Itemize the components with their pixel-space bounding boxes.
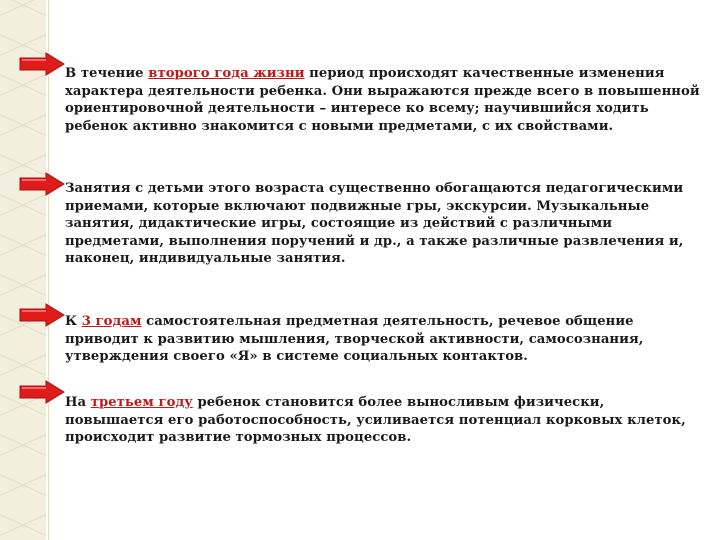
paragraph-2-text: Занятия с детьми этого возраста существенно обогащаются педагогическими приемами, которые включают подвижные гры, экскурсии. Музыкальные занятия, дидактические игры, состоящие из действий с различными предметами, выполнения поручений и др., а также различные развлечения и, наконец, индивидуальные занятия. xyxy=(65,181,684,267)
red-arrow-icon xyxy=(18,380,66,404)
paragraph-3-highlight: 3 годам xyxy=(81,314,142,329)
paragraph-1-text-end: период происходят качественные изменения характера деятельности ребенка. Они выражаются прежде всего в повышенной ориентировочной деятельности – интересе ко всему; научившийся ходить ребенок активно знакомится с новыми предметами, с их свойствами. xyxy=(65,66,700,134)
red-arrow-icon xyxy=(18,303,66,327)
red-arrow-icon xyxy=(18,52,66,76)
paragraph-4 xyxy=(65,394,705,447)
paragraph-1 xyxy=(65,65,705,135)
paragraph-4-text-start: На xyxy=(65,395,91,410)
paragraph-3-text-end: самостоятельная предметная деятельность, речевое общение приводит к развитию мышления, творческой активности, самосознания, утверждения своего «Я» в системе социальных контактов. xyxy=(65,314,644,365)
paragraph-3-text-start: К xyxy=(65,314,82,329)
paragraph-3 xyxy=(65,313,705,366)
side-pattern-decoration xyxy=(0,0,46,540)
paragraph-4-text-end: ребенок становится более выносливым физически, повышается его работоспособность, усиливается потенциал корковых клеток, происходит развитие тормозных процессов. xyxy=(65,395,686,446)
paragraph-1-highlight: второго года жизни xyxy=(148,66,305,81)
paragraph-4-highlight: третьем году xyxy=(90,395,193,410)
side-divider xyxy=(48,0,49,540)
paragraph-2 xyxy=(65,180,705,268)
paragraph-1-text-start: В течение xyxy=(65,66,149,81)
red-arrow-icon xyxy=(18,172,66,196)
